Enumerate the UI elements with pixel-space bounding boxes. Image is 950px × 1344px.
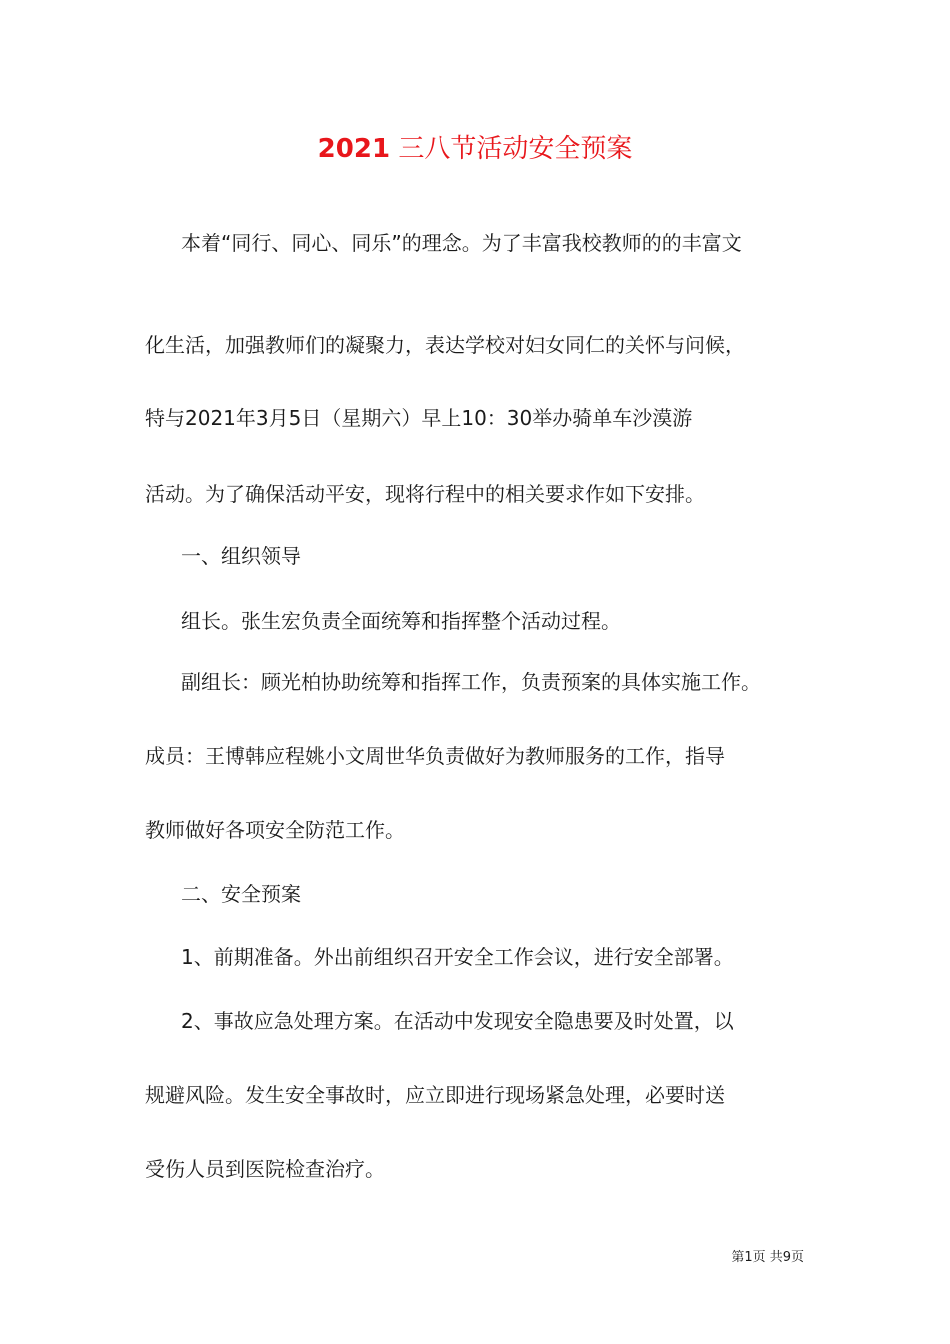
- document-title: [0, 131, 950, 167]
- paragraph-members-line-1: 成员：王博韩应程姚小文周世华负责做好为教师服务的工作，指导: [145, 744, 725, 768]
- section-heading-safety-plan: 二、安全预案: [181, 882, 301, 906]
- paragraph-intro-line-2: 化生活，加强教师们的凝聚力，表达学校对妇女同仁的关怀与问候，: [145, 333, 745, 357]
- paragraph-leader: 组长。张生宏负责全面统筹和指挥整个活动过程。: [181, 609, 621, 633]
- title-year: 2021: [317, 134, 391, 164]
- title-text: 三八节活动安全预案: [398, 134, 633, 164]
- paragraph-emergency-line-2: 规避风险。发生安全事故时，应立即进行现场紧急处理，必要时送: [145, 1083, 725, 1107]
- paragraph-emergency-line-1: 2、事故应急处理方案。在活动中发现安全隐患要及时处置，以: [181, 1009, 734, 1033]
- paragraph-members-line-2: 教师做好各项安全防范工作。: [145, 818, 405, 842]
- paragraph-intro-line-3: 特与2021年3月5日（星期六）早上10：30举办骑单车沙漠游: [145, 406, 693, 430]
- section-heading-organization: 一、组织领导: [181, 544, 301, 568]
- paragraph-emergency-line-3: 受伤人员到医院检查治疗。: [145, 1157, 385, 1181]
- page-number: 第1页 共9页: [731, 1250, 804, 1265]
- paragraph-preparation: 1、前期准备。外出前组织召开安全工作会议，进行安全部署。: [181, 945, 734, 969]
- paragraph-deputy-leader: 副组长：顾光柏协助统筹和指挥工作，负责预案的具体实施工作。: [181, 670, 761, 694]
- paragraph-intro-line-1: 本着“同行、同心、同乐”的理念。为了丰富我校教师的的丰富文: [181, 231, 742, 255]
- paragraph-intro-line-4: 活动。为了确保活动平安，现将行程中的相关要求作如下安排。: [145, 482, 705, 506]
